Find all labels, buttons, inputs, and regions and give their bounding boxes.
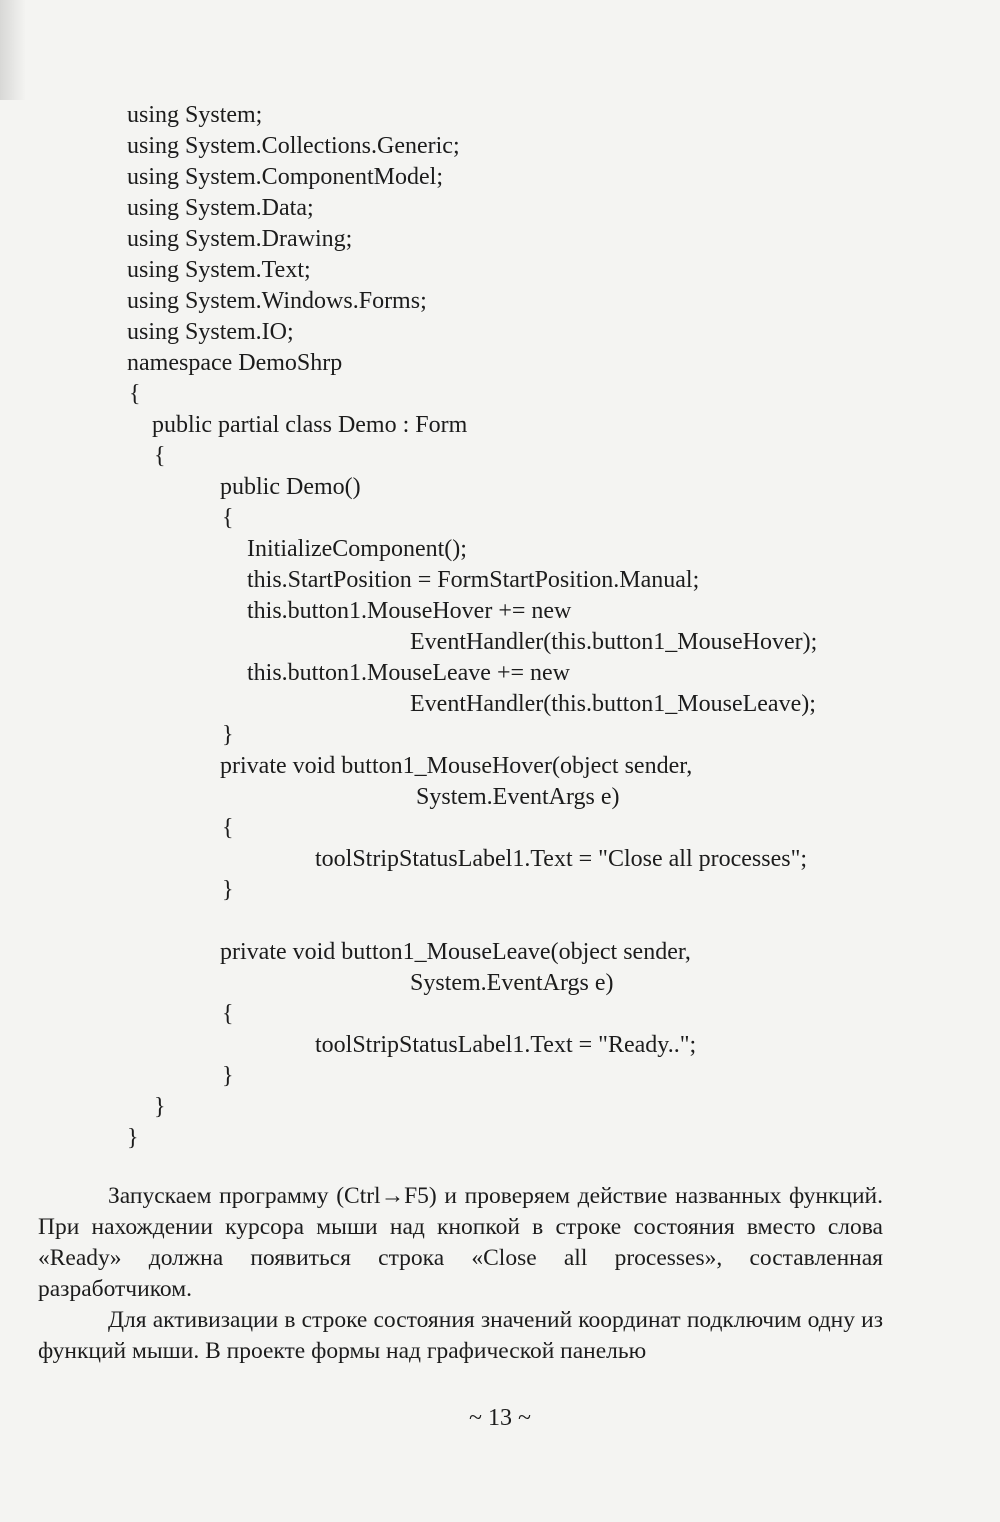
- code-line: EventHandler(this.button1_MouseHover);: [410, 629, 818, 655]
- body-text: [38, 1181, 883, 1367]
- page-number: ~ 13 ~: [469, 1405, 531, 1431]
- code-line: {: [222, 815, 234, 841]
- code-line: using System.IO;: [127, 319, 294, 345]
- code-line: toolStripStatusLabel1.Text = "Ready..";: [315, 1032, 697, 1058]
- code-line: namespace DemoShrp: [127, 350, 343, 376]
- code-line: using System.Data;: [127, 195, 314, 221]
- code-line: private void button1_MouseLeave(object sender,: [220, 939, 691, 965]
- code-line: using System.Drawing;: [127, 226, 353, 252]
- code-line: this.button1.MouseLeave += new: [247, 660, 571, 686]
- code-line: {: [222, 505, 234, 531]
- page-edge-shadow: [0, 0, 26, 100]
- code-line: using System.Collections.Generic;: [127, 133, 460, 159]
- code-line: private void button1_MouseHover(object sender,: [220, 753, 693, 779]
- code-line: using System.Windows.Forms;: [127, 288, 427, 314]
- code-line: public Demo(): [220, 474, 361, 500]
- paragraph: Для активизации в строке состояния значений координат подключим одну из функций мыши. В проекте формы над графической панелью: [38, 1307, 883, 1364]
- code-line: this.button1.MouseHover += new: [247, 598, 572, 624]
- code-line: public partial class Demo : Form: [152, 412, 468, 438]
- code-line: toolStripStatusLabel1.Text = "Close all processes";: [315, 846, 808, 872]
- code-line: InitializeComponent();: [247, 536, 467, 562]
- paragraph: Запускаем программу (Ctrl→F5) и проверяем действие названных функций. При нахождении курсора мыши над кнопкой в строке состояния вместо слова «Ready» должна появиться строка «Close all processes», составленная разработчиком.: [38, 1183, 883, 1302]
- code-line: {: [222, 1001, 234, 1027]
- code-line: }: [222, 722, 234, 748]
- code-line: using System.ComponentModel;: [127, 164, 444, 190]
- code-line: EventHandler(this.button1_MouseLeave);: [410, 691, 816, 717]
- code-line: System.EventArgs e): [410, 970, 614, 996]
- code-line: }: [222, 877, 234, 903]
- code-line: {: [154, 443, 166, 469]
- code-line: }: [127, 1125, 139, 1151]
- code-line: }: [222, 1063, 234, 1089]
- code-line: using System.Text;: [127, 257, 311, 283]
- code-line: using System;: [127, 102, 263, 128]
- code-line: System.EventArgs e): [416, 784, 620, 810]
- code-line: {: [129, 381, 141, 407]
- code-line: this.StartPosition = FormStartPosition.Manual;: [247, 567, 700, 593]
- code-line: }: [154, 1094, 166, 1120]
